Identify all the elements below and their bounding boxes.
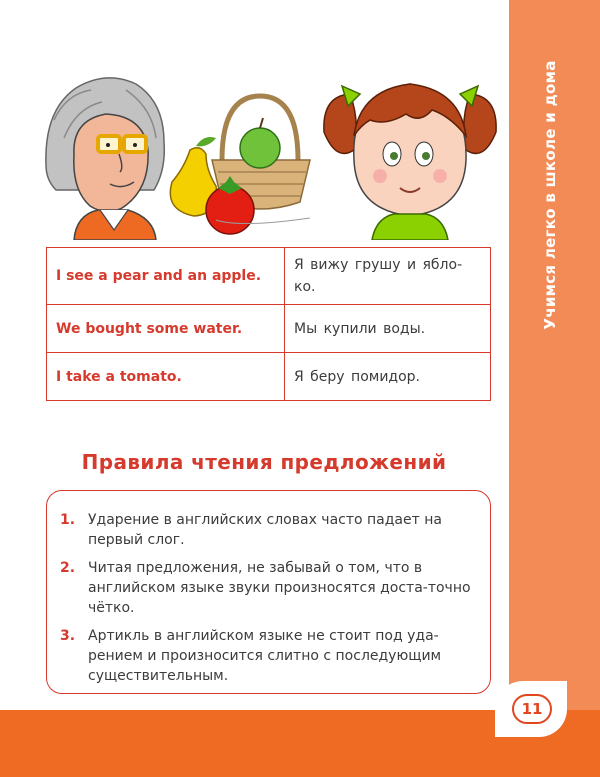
page-number: 11 <box>512 694 552 724</box>
rules-heading: Правила чтения предложений <box>81 450 447 474</box>
side-title: Учимся легко в школе и дома <box>541 60 559 330</box>
table-row <box>47 248 491 305</box>
english-phrase: I take a tomato. <box>47 353 285 401</box>
russian-translation: Мы купили воды. <box>285 305 491 353</box>
rule-number: 1. <box>60 512 76 528</box>
rule-number: 2. <box>60 560 76 576</box>
rule-item <box>60 626 475 686</box>
table-row <box>47 305 491 353</box>
rule-text: Ударение в английских словах часто падает на первый слог. <box>88 512 442 548</box>
rule-item <box>60 558 475 618</box>
english-phrase: We bought some water. <box>47 305 285 353</box>
russian-translation: Я беру помидор. <box>285 353 491 401</box>
grandmother-illustration <box>36 50 171 240</box>
rule-number: 3. <box>60 628 76 644</box>
rules-list <box>60 510 475 694</box>
girl-illustration <box>320 50 500 240</box>
fruit-basket-illustration <box>160 50 325 240</box>
table-row <box>47 353 491 401</box>
rule-text: Артикль в английском языке не стоит под уда-рением и произносится слитно с последующим существительным. <box>88 628 442 684</box>
rule-text: Читая предложения, не забывай о том, что в английском языке звуки произносятся доста-точно чётко. <box>88 560 471 616</box>
rule-item <box>60 510 475 550</box>
english-phrase: I see a pear and an apple. <box>47 248 285 305</box>
russian-translation: Я вижу грушу и ябло- ко. <box>285 248 491 305</box>
phrase-table <box>46 247 491 401</box>
